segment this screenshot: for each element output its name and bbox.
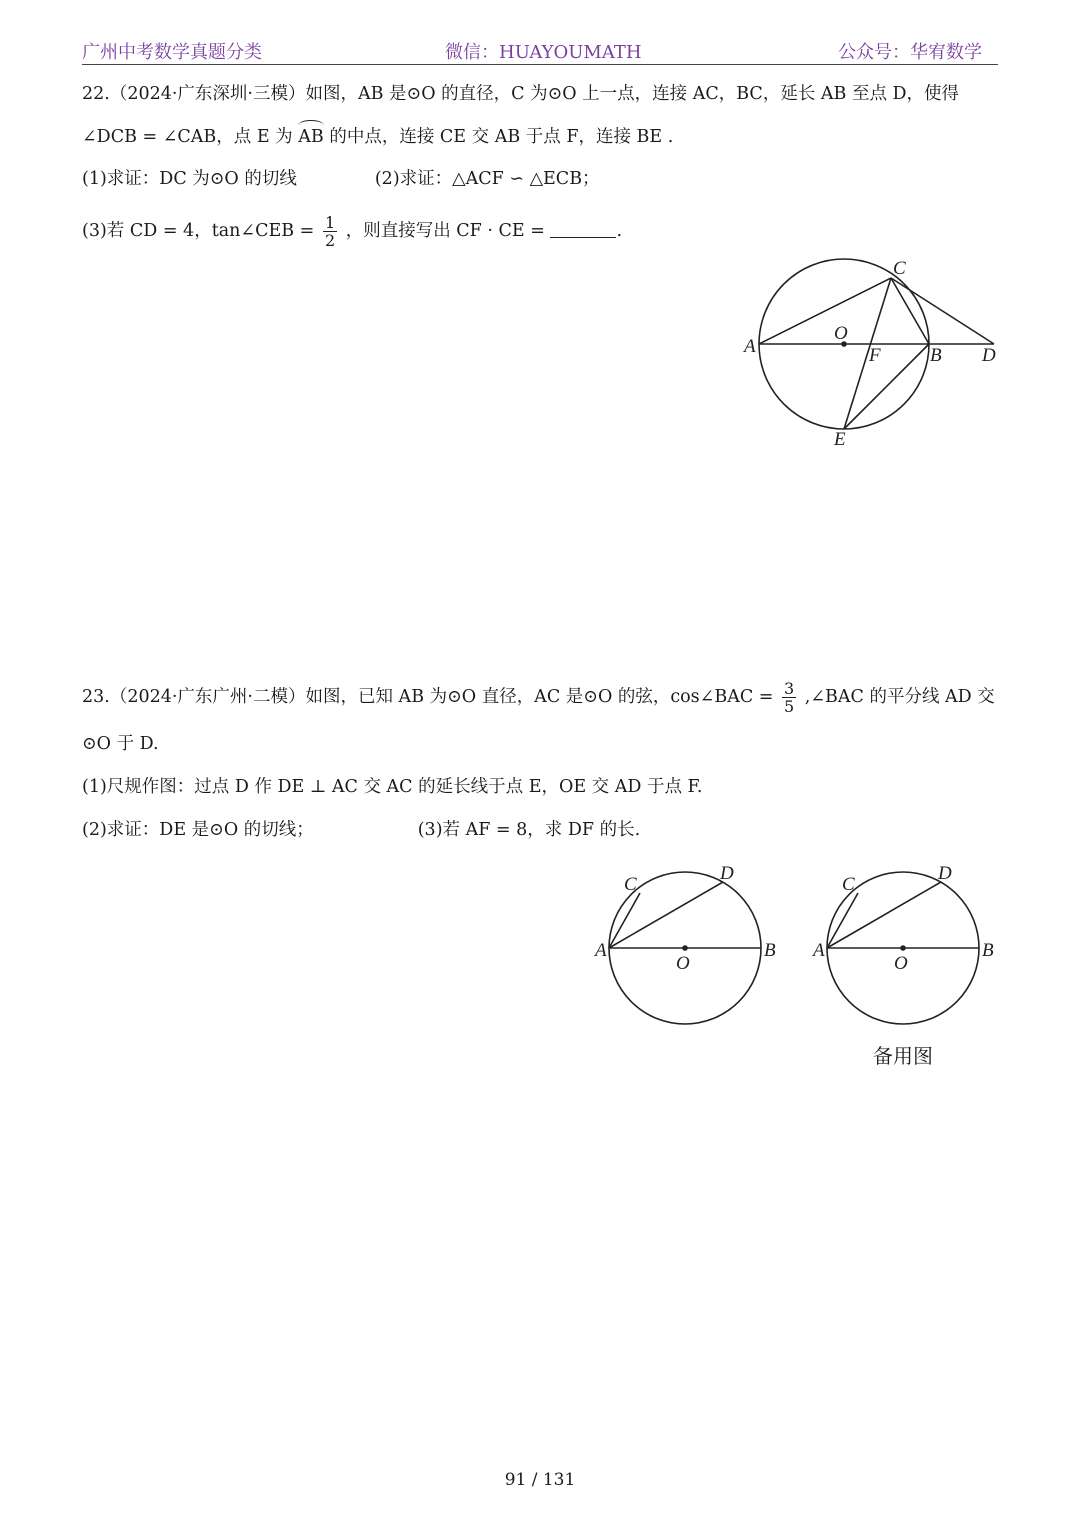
q23-center-dot (682, 945, 688, 951)
q23-label-b: B (764, 940, 776, 961)
q23-line2: ⊙O 于 D. (82, 734, 159, 754)
q22-frac-den: 2 (324, 231, 336, 250)
page-number: 91 / 131 (504, 1470, 576, 1490)
q22-label-f: F (869, 345, 881, 366)
q22-figure (740, 255, 1010, 455)
q23-part3: (3)若 AF = 8，求 DF 的长. (417, 820, 641, 840)
q22-label-o: O (834, 323, 848, 344)
q23-backup-center-dot (900, 945, 906, 951)
q23-label-d: D (720, 863, 734, 884)
q23-line1 (82, 680, 995, 715)
q22-arc-ab: AB (298, 127, 324, 147)
q23-part2: (2)求证：DE 是⊙O 的切线； (82, 820, 314, 840)
q22-part3 (82, 214, 622, 249)
q23-fraction (782, 680, 796, 715)
q22-line2-a: ∠DCB = ∠CAB，点 E 为 (82, 127, 293, 147)
q22-answer-blank (550, 221, 616, 238)
q22-label-c: C (893, 258, 906, 279)
q23-backup-label-o: O (894, 953, 908, 974)
q22-label-e: E (834, 429, 846, 450)
q23-backup-label-a: A (813, 940, 825, 961)
q22-part3-b: ，则直接写出 CF · CE = (345, 221, 545, 241)
q22-line2 (82, 125, 673, 149)
q23-frac-num: 3 (784, 679, 795, 698)
q23-line1-b: ,∠BAC 的平分线 AD 交 (804, 687, 995, 707)
q23-backup-label-d: D (938, 863, 952, 884)
header-wechat: 微信：HUAYOUMATH (445, 42, 642, 63)
q23-parts-row (82, 818, 640, 842)
q23-backup-label-c: C (842, 874, 855, 895)
q22-line1: 22.（2024·广东深圳·三模）如图，AB 是⊙O 的直径，C 为⊙O 上一点，连接 AC，BC，延长 AB 至点 D，使得 (82, 84, 960, 104)
q23-part1: (1)尺规作图：过点 D 作 DE ⊥ AC 交 AC 的延长线于点 E，OE 交 AD 于点 F. (82, 777, 703, 797)
header-public-account: 公众号：华宥数学 (838, 42, 982, 63)
q22-part2: (2)求证：△ACF ∽ △ECB； (374, 169, 600, 189)
q22-line2-b: 的中点，连接 CE 交 AB 于点 F，连接 BE . (329, 127, 674, 147)
q22-line-ac (759, 278, 891, 344)
q23-label-o: O (676, 953, 690, 974)
q23-figure-backup (808, 860, 1008, 1035)
q23-label-c: C (624, 874, 637, 895)
q23-backup-label-b: B (982, 940, 994, 961)
q22-part3-end: . (616, 221, 623, 241)
q23-backup-caption: 备用图 (873, 1044, 933, 1068)
q22-label-a: A (744, 336, 756, 357)
q22-part1: (1)求证：DC 为⊙O 的切线 (82, 169, 297, 189)
q22-line-cd (891, 278, 994, 344)
q22-label-d: D (982, 345, 996, 366)
header-left-title: 广州中考数学真题分类 (82, 42, 262, 63)
q22-frac-num: 1 (324, 213, 336, 232)
page-header (82, 36, 998, 65)
q23-frac-den: 5 (784, 697, 795, 716)
q22-parts-row (82, 167, 600, 191)
q22-fraction (323, 214, 337, 249)
q22-line-cb (891, 278, 929, 344)
q23-line1-a: 23.（2024·广东广州·二模）如图，已知 AB 为⊙O 直径，AC 是⊙O 的弦，cos∠BAC = (82, 687, 774, 707)
q22-part3-a: (3)若 CD = 4，tan∠CEB = (82, 221, 315, 241)
q23-figure-main (590, 860, 790, 1035)
q22-label-b: B (930, 345, 942, 366)
q23-label-a: A (595, 940, 607, 961)
